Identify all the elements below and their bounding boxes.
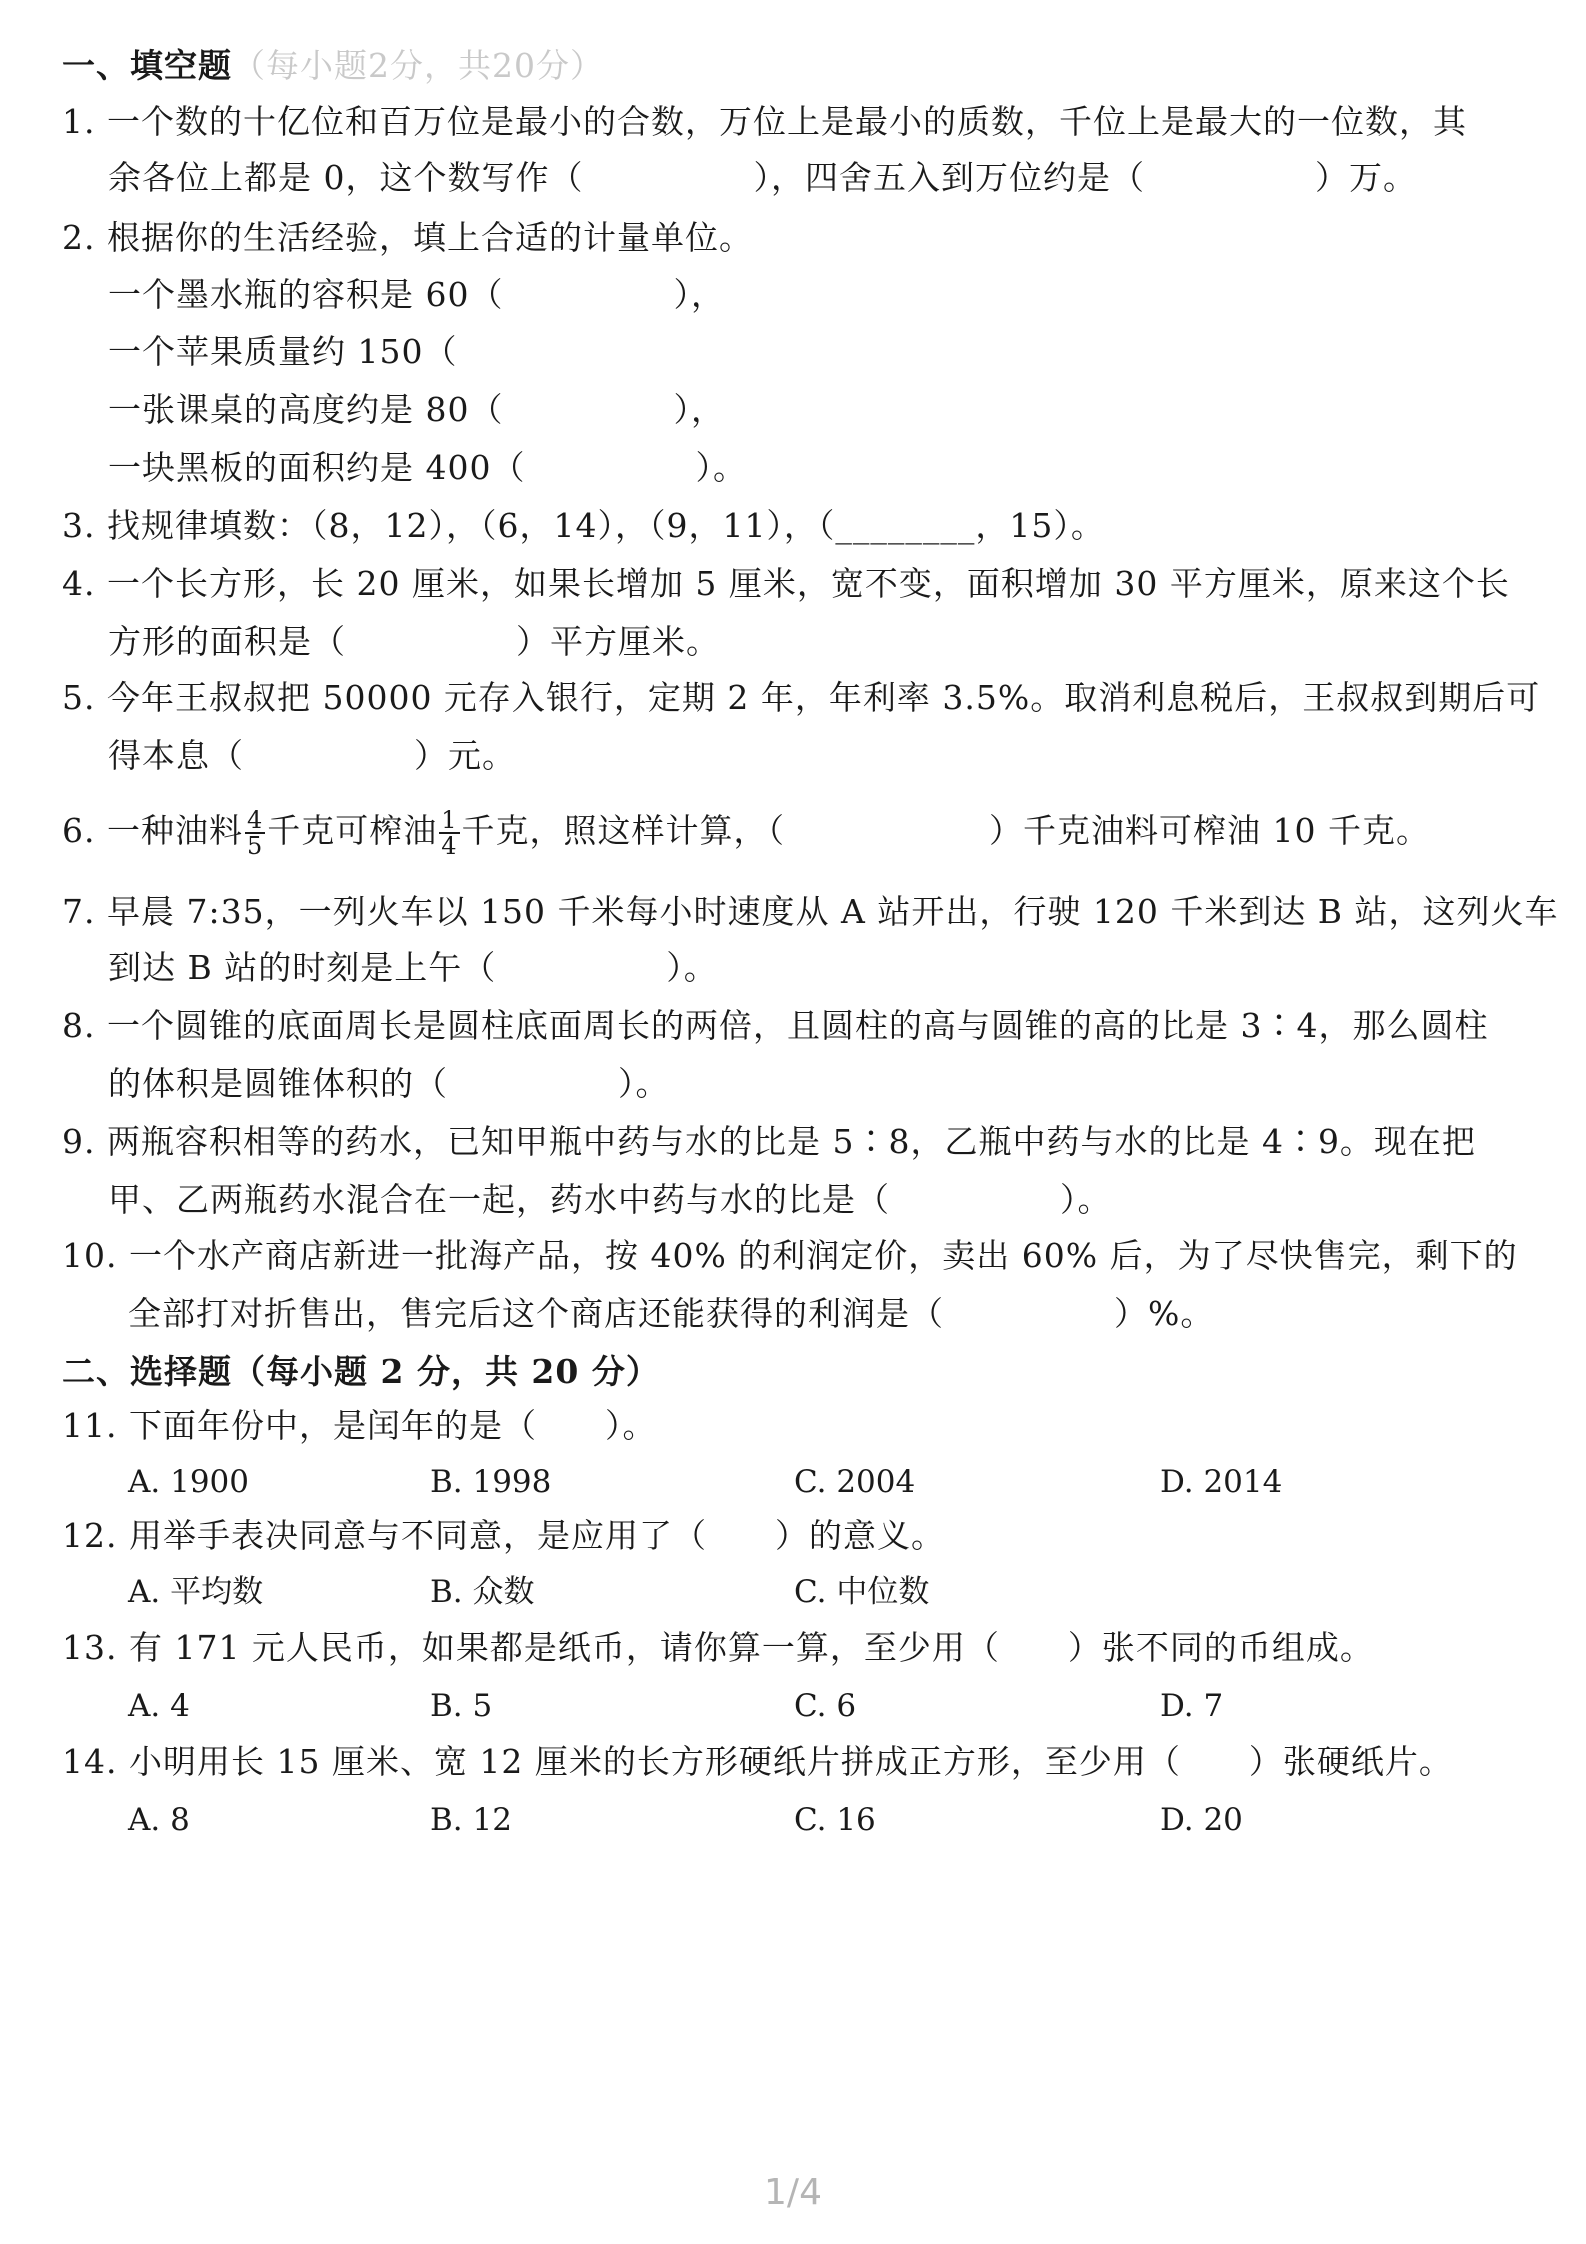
page-indicator: 1/4 xyxy=(764,2172,822,2213)
section1-heading xyxy=(62,44,1532,88)
q14-option-d: D. 20 xyxy=(1160,1802,1243,1838)
section2-heading: 二、选择题（每小题 2 分，共 20 分） xyxy=(62,1352,660,1391)
q6-frac2-denominator: 4 xyxy=(441,832,458,860)
q11-stem: 11. 下面年份中，是闰年的是（ ）。 xyxy=(62,1406,657,1445)
q1-line1: 1. 一个数的十亿位和百万位是最小的合数，万位上是最小的质数，千位上是最大的一位数，其 xyxy=(62,102,1467,141)
q1-line2: 余各位上都是 0，这个数写作（ ），四舍五入到万位约是（ ）万。 xyxy=(108,158,1417,197)
q8-line2: 的体积是圆锥体积的（ ）。 xyxy=(108,1064,670,1103)
q3-line1: 3. 找规律填数：（8，12），（6，14），（9，11），（________，15）。 xyxy=(62,506,1105,545)
q7-line2: 到达 B 站的时刻是上午（ ）。 xyxy=(108,948,718,987)
q12-option-c: C. 中位数 xyxy=(794,1574,930,1610)
q6-line1 xyxy=(62,808,1532,858)
q14-option-c: C. 16 xyxy=(794,1802,876,1838)
q11-option-a: A. 1900 xyxy=(128,1464,249,1500)
q11-option-d: D. 2014 xyxy=(1160,1464,1283,1500)
q9-line1: 9. 两瓶容积相等的药水，已知甲瓶中药与水的比是 5∶8，乙瓶中药与水的比是 4∶9。现在把 xyxy=(62,1122,1476,1161)
section1-title: 一、填空题 xyxy=(62,46,232,85)
q13-stem: 13. 有 171 元人民币，如果都是纸币，请你算一算，至少用（ ）张不同的币组成。 xyxy=(62,1628,1374,1667)
q6-frac1-denominator: 5 xyxy=(246,832,264,860)
q12-option-b: B. 众数 xyxy=(430,1574,535,1610)
section1-note: （每小题2分，共20分） xyxy=(232,46,604,85)
q2-item-a: 一个墨水瓶的容积是 60（ ）， xyxy=(108,275,725,314)
q12-option-a: A. 平均数 xyxy=(128,1574,264,1610)
q4-line1: 4. 一个长方形，长 20 厘米，如果长增加 5 厘米，宽不变，面积增加 30 平方厘米，原来这个长 xyxy=(62,564,1510,603)
q5-line1: 5. 今年王叔叔把 50000 元存入银行，定期 2 年，年利率 3.5%。取消利息税后，王叔叔到期后可 xyxy=(62,678,1541,717)
q2-item-d: 一块黑板的面积约是 400（ ）。 xyxy=(108,448,747,487)
q13-option-b: B. 5 xyxy=(430,1688,493,1724)
q6-fraction-1 xyxy=(245,808,265,858)
q13-option-a: A. 4 xyxy=(128,1688,190,1724)
q9-line2: 甲、乙两瓶药水混合在一起，药水中药与水的比是（ ）。 xyxy=(108,1180,1112,1219)
q14-option-b: B. 12 xyxy=(430,1802,512,1838)
q2-item-b: 一个苹果质量约 150（ xyxy=(108,332,458,371)
q2-line1: 2. 根据你的生活经验，填上合适的计量单位。 xyxy=(62,218,753,257)
q14-option-a: A. 8 xyxy=(128,1802,190,1838)
q11-option-b: B. 1998 xyxy=(430,1464,552,1500)
q12-stem: 12. 用举手表决同意与不同意，是应用了（ ）的意义。 xyxy=(62,1516,945,1555)
q10-line1: 10. 一个水产商店新进一批海产品，按 40% 的利润定价，卖出 60% 后，为了尽快售完，剩下的 xyxy=(62,1236,1518,1275)
q6-part1: 6. 一种油料 xyxy=(62,811,243,850)
q6-fraction-2 xyxy=(439,808,459,858)
q11-option-c: C. 2004 xyxy=(794,1464,916,1500)
q6-frac1-numerator: 4 xyxy=(246,806,264,834)
q13-option-c: C. 6 xyxy=(794,1688,857,1724)
q14-stem: 14. 小明用长 15 厘米、宽 12 厘米的长方形硬纸片拼成正方形，至少用（ ）张硬纸片。 xyxy=(62,1742,1453,1781)
q7-line1: 7. 早晨 7:35，一列火车以 150 千米每小时速度从 A 站开出，行驶 120 千米到达 B 站，这列火车 xyxy=(62,892,1559,931)
q6-part3: 千克，照这样计算，（ ）千克油料可榨油 10 千克。 xyxy=(461,811,1431,850)
q10-line2: 全部打对折售出，售完后这个商店还能获得的利润是（ ）%。 xyxy=(128,1294,1215,1333)
q5-line2: 得本息（ ）元。 xyxy=(108,736,516,775)
q6-part2: 千克可榨油 xyxy=(267,811,438,850)
q13-option-d: D. 7 xyxy=(1160,1688,1224,1724)
q2-item-c: 一张课桌的高度约是 80（ ）， xyxy=(108,390,725,429)
q8-line1: 8. 一个圆锥的底面周长是圆柱底面周长的两倍，且圆柱的高与圆锥的高的比是 3∶4，那么圆柱 xyxy=(62,1006,1489,1045)
q6-frac2-numerator: 1 xyxy=(441,806,458,834)
q4-line2: 方形的面积是（ ）平方厘米。 xyxy=(108,622,720,661)
